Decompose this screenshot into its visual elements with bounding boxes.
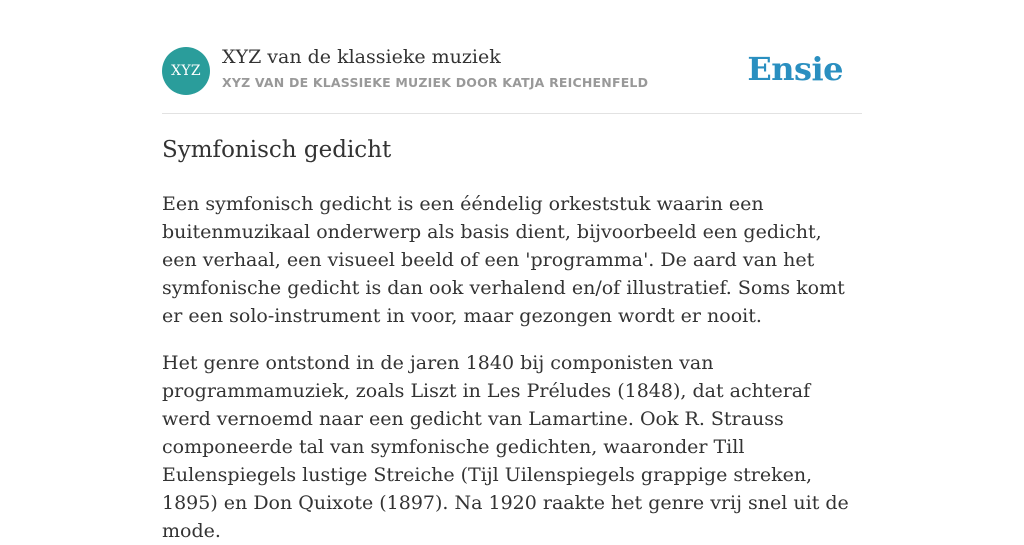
article-paragraph: Een symfonisch gedicht is een ééndelig orkeststuk waarin een buitenmuzikaal onderwerp als basis dient, bijvoorbeeld een gedicht, een verhaal, een visueel beeld of een 'programma'. De aard van het symfonische gedicht is dan ook verhalend en/of illustratief. Soms komt er een solo-instrument in voor, maar gezongen wordt er nooit.	[162, 193, 845, 327]
article-paragraph: Het genre ontstond in de jaren 1840 bij componisten van programmamuziek, zoals Liszt in Les Préludes (1848), dat achteraf werd vernoemd naar een gedicht van Lamartine. Ook R. Strauss componeerde tal van symfonische gedichten, waaronder Till Eulenspiegels lustige Streiche (Tijl Uilenspiegels grappige streken, 1895) en Don Quixote (1897). Na 1920 raakte het genre vrij snel uit de mode.	[162, 352, 849, 542]
book-title-link[interactable]: XYZ van de klassieke muziek	[222, 46, 501, 68]
book-avatar[interactable]: XYZ	[162, 47, 210, 95]
article-title: Symfonisch gedicht	[162, 137, 392, 163]
book-subtitle: XYZ VAN DE KLASSIEKE MUZIEK DOOR KATJA REICHENFELD	[222, 75, 649, 90]
ensie-logo[interactable]: Ensie	[747, 50, 843, 88]
content-container	[162, 0, 862, 542]
book-header	[162, 0, 862, 114]
